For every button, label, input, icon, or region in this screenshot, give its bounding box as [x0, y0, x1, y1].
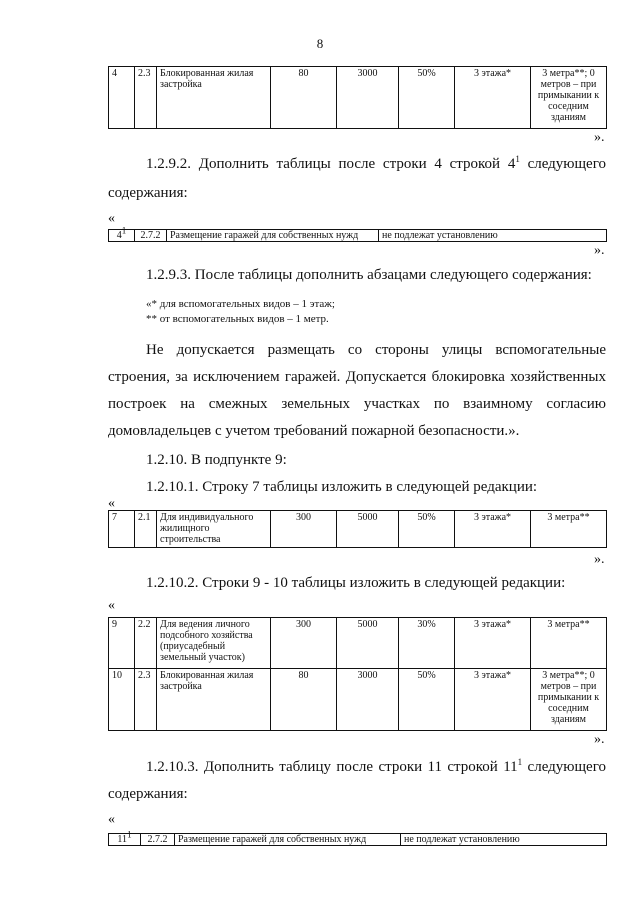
- paragraph-12103: [146, 758, 606, 776]
- row-num: 9: [109, 618, 135, 669]
- row-setback: 3 метра**: [531, 511, 607, 548]
- table-row-4-1: [108, 225, 607, 242]
- row-num: 10: [109, 669, 135, 731]
- row-num-text: 4: [116, 230, 122, 241]
- superscript: 1: [121, 225, 127, 236]
- row-floors: 3 этажа*: [455, 67, 531, 129]
- paragraph-1293: 1.2.9.3. После таблицы дополнить абзацами следующего содержания:: [146, 267, 592, 283]
- paragraph-1292-tail: следующего: [519, 156, 606, 172]
- end-quote: ».: [594, 732, 605, 747]
- paragraph-1292: [146, 155, 606, 173]
- open-quote: «: [108, 496, 115, 511]
- row-name: Размещение гаражей для собственных нужд: [167, 230, 379, 242]
- row-note: не подлежат установлению: [379, 230, 607, 242]
- row-percent: 50%: [399, 67, 455, 129]
- open-quote: «: [108, 812, 115, 827]
- row-name: Размещение гаражей для собственных нужд: [175, 834, 401, 846]
- paragraph-12103-tail: следующего: [522, 759, 606, 775]
- end-quote: ».: [594, 552, 605, 567]
- paragraph-12102: 1.2.10.2. Строки 9 - 10 таблицы изложить в следующей редакции:: [146, 575, 566, 591]
- row-name: Для индивидуального жилищного строительства: [157, 511, 271, 548]
- row-num-text: 11: [117, 834, 128, 845]
- row-max-area: 5000: [337, 511, 399, 548]
- row-name: Блокированная жилая застройка: [157, 669, 271, 731]
- paragraph-1210: 1.2.10. В подпункте 9:: [146, 452, 287, 468]
- paragraph-12103-cont: содержания:: [108, 786, 188, 802]
- row-name: Для ведения личного подсобного хозяйства (приусадебный земельный участок): [157, 618, 271, 669]
- row-max-area: 3000: [337, 67, 399, 129]
- paragraph-12103-text: 1.2.10.3. Дополнить таблицу после строки 11 строкой 11: [146, 759, 518, 775]
- row-min-area: 300: [271, 511, 337, 548]
- row-num: [109, 225, 135, 242]
- row-setback: 3 метра**; 0 метров – при примыкании к соседним зданиям: [531, 67, 607, 129]
- row-percent: 50%: [399, 511, 455, 548]
- paragraph-line-1: Не допускается размещать со стороны улицы вспомогательные: [146, 342, 606, 358]
- table-row-7: [108, 510, 607, 548]
- row-setback: 3 метра**: [531, 618, 607, 669]
- row-floors: 3 этажа*: [455, 669, 531, 731]
- paragraph-12101: 1.2.10.1. Строку 7 таблицы изложить в следующей редакции:: [146, 479, 538, 495]
- note-1: «* для вспомогательных видов – 1 этаж;: [146, 298, 335, 310]
- open-quote: «: [108, 211, 115, 226]
- row-min-area: 80: [271, 67, 337, 129]
- row-num: [109, 829, 141, 846]
- row-code: 2.3: [135, 67, 157, 129]
- paragraph-line-2: строения, за исключением гаражей. Допускается блокировка хозяйственных: [108, 369, 606, 385]
- row-code: 2.3: [135, 669, 157, 731]
- row-num: 7: [109, 511, 135, 548]
- row-setback: 3 метра**; 0 метров – при примыкании к соседним зданиям: [531, 669, 607, 731]
- paragraph-1292-cont: содержания:: [108, 185, 188, 201]
- note-2: ** от вспомогательных видов – 1 метр.: [146, 313, 329, 325]
- superscript: 1: [127, 829, 132, 840]
- row-max-area: 3000: [337, 669, 399, 731]
- row-name: Блокированная жилая застройка: [157, 67, 271, 129]
- end-quote: ».: [594, 243, 605, 258]
- row-code: 2.7.2: [135, 230, 167, 242]
- superscript: 1: [517, 757, 523, 767]
- row-min-area: 300: [271, 618, 337, 669]
- paragraph-line-4: домовладельцев с учетом требований пожарной безопасности.».: [108, 423, 520, 439]
- row-code: 2.1: [135, 511, 157, 548]
- row-max-area: 5000: [337, 618, 399, 669]
- open-quote: «: [108, 598, 115, 613]
- row-code: 2.7.2: [141, 834, 175, 846]
- table-rows-9-10: [108, 617, 607, 731]
- row-note: не подлежат установлению: [401, 834, 607, 846]
- row-percent: 50%: [399, 669, 455, 731]
- row-percent: 30%: [399, 618, 455, 669]
- superscript: 1: [515, 154, 520, 164]
- table-row-11-1: [108, 829, 607, 846]
- row-floors: 3 этажа*: [455, 511, 531, 548]
- row-code: 2.2: [135, 618, 157, 669]
- row-floors: 3 этажа*: [455, 618, 531, 669]
- row-num: 4: [109, 67, 135, 129]
- page-number: 8: [316, 36, 324, 51]
- paragraph-1292-text: 1.2.9.2. Дополнить таблицы после строки 4 строкой 4: [146, 156, 516, 172]
- table-row-4: [108, 66, 607, 129]
- row-min-area: 80: [271, 669, 337, 731]
- paragraph-line-3: построек на смежных земельных участках по взаимному согласию: [108, 396, 606, 412]
- end-quote: ».: [594, 130, 605, 145]
